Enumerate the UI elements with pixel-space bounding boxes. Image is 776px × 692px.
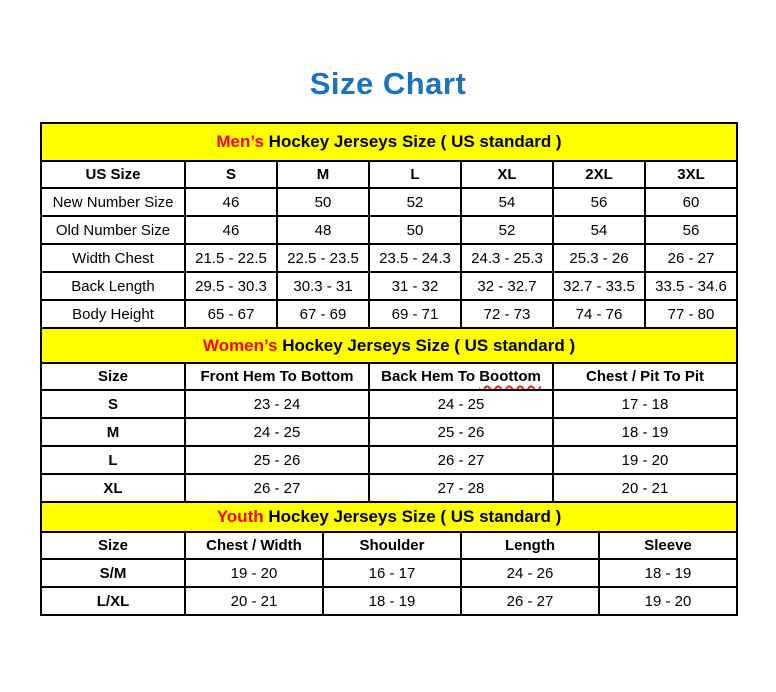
column-header: Shoulder	[323, 532, 461, 559]
womens-section-band	[41, 328, 737, 363]
youth-size-table	[40, 501, 738, 616]
row-label: Width Chest	[41, 244, 185, 272]
table-row	[41, 559, 737, 587]
table-cell: 60	[645, 188, 737, 216]
table-cell: 33.5 - 34.6	[645, 272, 737, 300]
column-header: Size	[41, 532, 185, 559]
column-header: XL	[461, 161, 553, 188]
column-header: US Size	[41, 161, 185, 188]
table-row	[41, 418, 737, 446]
table-cell: 19 - 20	[553, 446, 737, 474]
mens-label-rest: Hockey Jerseys Size ( US standard )	[268, 132, 562, 151]
row-label: Back Length	[41, 272, 185, 300]
table-row	[41, 188, 737, 216]
table-cell: 72 - 73	[461, 300, 553, 328]
table-cell: 24 - 26	[461, 559, 599, 587]
column-header: Front Hem To Bottom	[185, 363, 369, 390]
youth-section-band	[41, 502, 737, 532]
table-cell: 23 - 24	[185, 390, 369, 418]
row-label: Body Height	[41, 300, 185, 328]
column-header: L	[369, 161, 461, 188]
table-cell: 20 - 21	[185, 587, 323, 615]
table-cell: 30.3 - 31	[277, 272, 369, 300]
mens-label-highlight: Men’s	[216, 132, 264, 151]
womens-label-highlight: Women’s	[202, 335, 278, 355]
table-cell: 52	[369, 188, 461, 216]
table-cell: 18 - 19	[599, 559, 737, 587]
table-cell: 54	[461, 188, 553, 216]
table-cell: 18 - 19	[323, 587, 461, 615]
table-cell: 32.7 - 33.5	[553, 272, 645, 300]
table-cell: 22.5 - 23.5	[277, 244, 369, 272]
table-cell: 50	[277, 188, 369, 216]
mens-header-row	[41, 161, 737, 188]
column-header: Chest / Pit To Pit	[553, 363, 737, 390]
table-row	[41, 216, 737, 244]
table-cell: 19 - 20	[599, 587, 737, 615]
table-cell: 29.5 - 30.3	[185, 272, 277, 300]
table-cell: 56	[553, 188, 645, 216]
table-cell: 24 - 25	[185, 418, 369, 446]
table-cell: 25 - 26	[369, 418, 553, 446]
table-cell: 46	[185, 188, 277, 216]
table-row	[41, 390, 737, 418]
table-cell: 26 - 27	[461, 587, 599, 615]
youth-header-row	[41, 532, 737, 559]
table-cell: 25 - 26	[185, 446, 369, 474]
column-header: Sleeve	[599, 532, 737, 559]
womens-header-row	[41, 363, 737, 390]
table-cell: 18 - 19	[553, 418, 737, 446]
column-header: S	[185, 161, 277, 188]
row-label: M	[41, 418, 185, 446]
table-cell: 48	[277, 216, 369, 244]
row-label: XL	[41, 474, 185, 502]
column-header: 2XL	[553, 161, 645, 188]
row-label: S/M	[41, 559, 185, 587]
table-cell: 19 - 20	[185, 559, 323, 587]
size-tables	[40, 122, 736, 616]
table-cell: 23.5 - 24.3	[369, 244, 461, 272]
table-cell: 67 - 69	[277, 300, 369, 328]
table-cell: 65 - 67	[185, 300, 277, 328]
womens-section-title	[41, 328, 737, 363]
mens-section-band	[41, 123, 737, 161]
column-header: M	[277, 161, 369, 188]
table-cell: 50	[369, 216, 461, 244]
table-cell: 26 - 27	[369, 446, 553, 474]
column-header: 3XL	[645, 161, 737, 188]
column-header: Size	[41, 363, 185, 390]
table-row	[41, 474, 737, 502]
table-row	[41, 446, 737, 474]
youth-section-title	[41, 502, 737, 532]
misspelled-word: Boottom	[479, 368, 541, 385]
table-cell: 20 - 21	[553, 474, 737, 502]
table-cell: 16 - 17	[323, 559, 461, 587]
header-text: Back Hem To	[381, 368, 476, 385]
mens-section-title	[41, 123, 737, 161]
row-label: S	[41, 390, 185, 418]
table-cell: 69 - 71	[369, 300, 461, 328]
column-header: Length	[461, 532, 599, 559]
table-cell: 46	[185, 216, 277, 244]
page-title: Size Chart	[309, 66, 467, 101]
table-cell: 25.3 - 26	[553, 244, 645, 272]
row-label: Old Number Size	[41, 216, 185, 244]
mens-size-table	[40, 122, 738, 329]
table-cell: 21.5 - 22.5	[185, 244, 277, 272]
table-cell: 52	[461, 216, 553, 244]
table-cell: 26 - 27	[645, 244, 737, 272]
table-cell: 27 - 28	[369, 474, 553, 502]
table-row	[41, 587, 737, 615]
table-cell: 32 - 32.7	[461, 272, 553, 300]
table-cell: 24.3 - 25.3	[461, 244, 553, 272]
table-cell: 54	[553, 216, 645, 244]
table-cell: 17 - 18	[553, 390, 737, 418]
table-cell: 26 - 27	[185, 474, 369, 502]
table-cell: 56	[645, 216, 737, 244]
row-label: L/XL	[41, 587, 185, 615]
table-cell: 31 - 32	[369, 272, 461, 300]
table-cell: 74 - 76	[553, 300, 645, 328]
womens-label-rest: Hockey Jerseys Size ( US standard )	[282, 335, 576, 355]
youth-label-rest: Hockey Jerseys Size ( US standard )	[268, 507, 562, 526]
table-row	[41, 300, 737, 328]
column-header-misspelled	[369, 363, 553, 390]
table-cell: 77 - 80	[645, 300, 737, 328]
row-label: New Number Size	[41, 188, 185, 216]
youth-label-highlight: Youth	[216, 507, 264, 526]
womens-size-table	[40, 327, 738, 503]
column-header: Chest / Width	[185, 532, 323, 559]
table-row	[41, 272, 737, 300]
table-row	[41, 244, 737, 272]
table-cell: 24 - 25	[369, 390, 553, 418]
row-label: L	[41, 446, 185, 474]
